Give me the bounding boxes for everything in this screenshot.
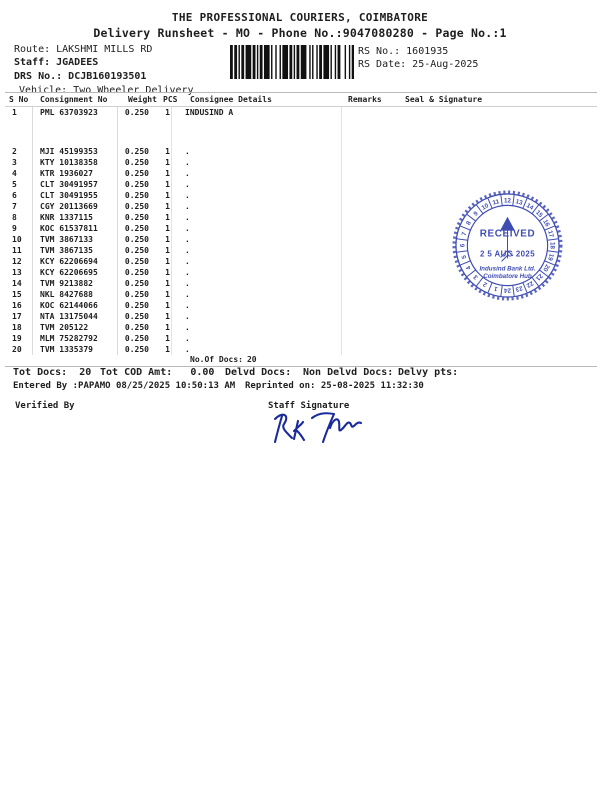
column-header: Consignee Details <box>190 95 272 104</box>
cell-pcs: 1 <box>158 168 172 179</box>
drs-line <box>14 71 146 82</box>
cell-weight: 0.250 <box>124 290 149 299</box>
column-header: Consignment No <box>40 95 108 104</box>
cell-weight: 0.250 <box>124 235 149 244</box>
cell-pcs: 1 <box>158 267 172 278</box>
svg-text:5: 5 <box>460 254 469 260</box>
cell-consignment-no: TVM 205122 <box>33 322 118 333</box>
rs-no-label: RS No.: <box>358 46 401 57</box>
cell-remarks <box>342 322 400 333</box>
cell-remarks <box>342 190 400 201</box>
cell-consignee: . <box>172 267 342 278</box>
cell-pcs: 1 <box>158 300 172 311</box>
vehicle-label: Vehicle: <box>19 85 68 96</box>
vehicle-value: Two Wheeler Delivery <box>73 85 194 96</box>
cell-pcs: 1 <box>158 223 172 234</box>
cell-weight: 0.250 <box>124 191 149 200</box>
cell-consignee: . <box>172 333 342 344</box>
cell-pcs: 1 <box>158 146 172 157</box>
cell-sno: 12 <box>5 256 33 267</box>
cell-consignment-no: KTR 1936027 <box>33 168 118 179</box>
cell-sno: 20 <box>5 344 33 355</box>
cell-consignment-no: TVM 9213882 <box>33 278 118 289</box>
route-value: LAKSHMI MILLS RD <box>56 44 153 55</box>
reprinted-on: Reprinted on: 25-08-2025 11:32:30 <box>245 381 424 391</box>
drs-value: DCJB160193501 <box>68 71 147 82</box>
column-header: S No <box>9 95 29 104</box>
cell-weight: 0.250 <box>124 279 149 288</box>
no-of-docs-line <box>5 355 597 364</box>
cell-pcs: 1 <box>158 278 172 289</box>
svg-text:13: 13 <box>514 198 524 207</box>
cell-weight: 0.250 <box>124 180 149 189</box>
cell-sno: 11 <box>5 245 33 256</box>
column-header: Weight <box>128 95 157 104</box>
cell-consignee: . <box>172 157 342 168</box>
cell-remarks <box>342 333 400 344</box>
cell-consignee: . <box>172 212 342 223</box>
cell-remarks <box>342 212 400 223</box>
delvd-docs: Delvd Docs: <box>225 367 292 378</box>
staff-signature-label: Staff Signature <box>268 401 350 411</box>
cell-sno: 5 <box>5 179 33 190</box>
cell-pcs: 1 <box>158 256 172 267</box>
cell-consignee: . <box>172 289 342 300</box>
cell-remarks <box>342 256 400 267</box>
route-label: Route: <box>14 44 51 55</box>
svg-text:6: 6 <box>459 243 467 248</box>
cell-sno: 4 <box>5 168 33 179</box>
svg-text:15: 15 <box>534 209 544 219</box>
svg-text:2: 2 <box>481 280 489 288</box>
svg-text:11: 11 <box>491 198 501 207</box>
rs-date-line <box>358 59 478 70</box>
cell-consignment-no: KOC 62144066 <box>33 300 118 311</box>
cell-consignment-no: KTY 10138358 <box>33 157 118 168</box>
delvy-pts: Delvy pts: <box>398 367 459 378</box>
cell-consignee: . <box>172 322 342 333</box>
cell-weight: 0.250 <box>124 345 149 354</box>
tot-docs: Tot Docs: 20 <box>13 367 92 378</box>
cell-remarks <box>342 300 400 311</box>
no-of-docs-value: 20 <box>246 355 257 364</box>
rs-date-value: 25-Aug-2025 <box>412 59 479 70</box>
cell-consignment-no: CLT 30491955 <box>33 190 118 201</box>
table-row <box>5 311 597 322</box>
cell-weight: 0.250 <box>124 158 149 167</box>
table-row <box>5 344 597 355</box>
svg-text:22: 22 <box>525 279 535 289</box>
verified-by-label: Verified By <box>15 401 75 411</box>
page-subtitle: Delivery Runsheet - MO - Phone No.:9047080280 - Page No.:1 <box>93 26 507 40</box>
cell-sno: 13 <box>5 267 33 278</box>
cell-consignee: . <box>172 223 342 234</box>
table-row <box>5 146 597 157</box>
cell-consignment-no: NTA 13175044 <box>33 311 118 322</box>
cell-pcs: 1 <box>158 245 172 256</box>
svg-text:1: 1 <box>493 284 499 293</box>
received-stamp <box>451 189 564 302</box>
tot-cod-amt: Tot COD Amt: 0.00 <box>100 367 215 378</box>
svg-text:16: 16 <box>541 218 551 228</box>
cell-remarks <box>342 146 400 157</box>
cell-pcs: 1 <box>158 212 172 223</box>
cell-weight: 0.250 <box>124 108 149 117</box>
drs-label: DRS No.: <box>14 71 63 82</box>
cell-weight: 0.250 <box>124 268 149 277</box>
table-row <box>5 157 597 168</box>
svg-text:18: 18 <box>548 242 556 249</box>
table-row <box>5 168 597 179</box>
cell-consignment-no: MLM 75282792 <box>33 333 118 344</box>
cell-weight: 0.250 <box>124 323 149 332</box>
cell-pcs: 1 <box>158 311 172 322</box>
cell-weight: 0.250 <box>124 301 149 310</box>
cell-pcs: 1 <box>158 201 172 212</box>
table-row <box>5 333 597 344</box>
cell-consignee: . <box>172 256 342 267</box>
rs-no-line <box>358 46 448 57</box>
cell-consignee: . <box>172 278 342 289</box>
cell-pcs: 1 <box>158 107 172 146</box>
non-delvd-docs: Non Delvd Docs: <box>303 367 394 378</box>
svg-text:9: 9 <box>472 210 480 218</box>
column-header: PCS <box>163 95 178 104</box>
no-of-docs-label: No.Of Docs: <box>190 355 243 364</box>
cell-remarks <box>342 168 400 179</box>
staff-label: Staff: <box>14 57 51 68</box>
table-row <box>5 107 597 146</box>
cell-consignee: . <box>172 168 342 179</box>
cell-consignee: . <box>172 245 342 256</box>
page-title: THE PROFESSIONAL COURIERS, COIMBATORE <box>171 11 429 24</box>
cell-sno: 18 <box>5 322 33 333</box>
cell-weight: 0.250 <box>124 202 149 211</box>
cell-weight: 0.250 <box>124 169 149 178</box>
cell-sno: 9 <box>5 223 33 234</box>
cell-consignment-no: CGY 20113669 <box>33 201 118 212</box>
cell-consignment-no: TVM 3867135 <box>33 245 118 256</box>
svg-text:24: 24 <box>504 286 511 294</box>
cell-remarks <box>342 289 400 300</box>
svg-text:14: 14 <box>525 202 535 212</box>
staff-line <box>14 57 98 68</box>
stamp-org-line1: Indusind Bank Ltd. <box>479 265 536 273</box>
table-row <box>5 322 597 333</box>
svg-text:8: 8 <box>465 219 473 227</box>
cell-remarks <box>342 278 400 289</box>
cell-remarks <box>342 311 400 322</box>
cell-consignment-no: TVM 1335379 <box>33 344 118 355</box>
cell-pcs: 1 <box>158 289 172 300</box>
cell-consignment-no: PML 63703923 <box>33 107 118 146</box>
cell-sno: 1 <box>5 107 33 146</box>
cell-remarks <box>342 344 400 355</box>
route-line <box>14 44 152 55</box>
cell-sno: 14 <box>5 278 33 289</box>
cell-sno: 8 <box>5 212 33 223</box>
cell-pcs: 1 <box>158 179 172 190</box>
table-header <box>5 93 597 107</box>
cell-weight: 0.250 <box>124 257 149 266</box>
cell-consignee: . <box>172 201 342 212</box>
entered-by: Entered By :PAPAMO 08/25/2025 10:50:13 AM <box>13 381 236 391</box>
cell-sno: 2 <box>5 146 33 157</box>
cell-remarks <box>342 179 400 190</box>
cell-consignee: . <box>172 146 342 157</box>
cell-sno: 16 <box>5 300 33 311</box>
cell-weight: 0.250 <box>124 312 149 321</box>
rs-no-value: 1601935 <box>406 46 449 57</box>
column-header: Remarks <box>348 95 382 104</box>
svg-text:23: 23 <box>514 284 524 293</box>
svg-text:12: 12 <box>504 197 511 205</box>
cell-sno: 19 <box>5 333 33 344</box>
cell-pcs: 1 <box>158 157 172 168</box>
svg-text:4: 4 <box>465 264 473 272</box>
rs-date-label: RS Date: <box>358 59 407 70</box>
cell-consignee: . <box>172 344 342 355</box>
cell-consignment-no: NKL 8427688 <box>33 289 118 300</box>
cell-consignment-no: KOC 61537811 <box>33 223 118 234</box>
cell-sno: 3 <box>5 157 33 168</box>
stamp-date: 2 5 AUG 2025 <box>479 249 536 259</box>
cell-weight: 0.250 <box>124 334 149 343</box>
column-header: Seal & Signature <box>405 95 483 104</box>
cell-pcs: 1 <box>158 322 172 333</box>
cell-consignment-no: KCY 62206695 <box>33 267 118 278</box>
cell-sno: 10 <box>5 234 33 245</box>
cell-weight: 0.250 <box>124 213 149 222</box>
cell-consignment-no: KCY 62206694 <box>33 256 118 267</box>
svg-text:17: 17 <box>546 229 555 239</box>
cell-remarks <box>342 223 400 234</box>
cell-remarks <box>342 157 400 168</box>
cell-sno: 15 <box>5 289 33 300</box>
cell-pcs: 1 <box>158 190 172 201</box>
cell-sno: 7 <box>5 201 33 212</box>
cell-pcs: 1 <box>158 333 172 344</box>
staff-signature-handwriting <box>268 406 368 452</box>
cell-consignment-no: CLT 30491957 <box>33 179 118 190</box>
cell-remarks <box>342 267 400 278</box>
cell-consignee: . <box>172 311 342 322</box>
cell-sno: 6 <box>5 190 33 201</box>
cell-consignee: . <box>172 300 342 311</box>
svg-text:10: 10 <box>480 202 490 212</box>
cell-consignment-no: KNR 1337115 <box>33 212 118 223</box>
cell-pcs: 1 <box>158 344 172 355</box>
cell-consignee: . <box>172 190 342 201</box>
cell-sno: 17 <box>5 311 33 322</box>
cell-consignee: . <box>172 234 342 245</box>
cell-consignment-no: TVM 3867133 <box>33 234 118 245</box>
cell-pcs: 1 <box>158 234 172 245</box>
stamp-received-text: RECEIVED <box>479 228 536 240</box>
cell-weight: 0.250 <box>124 147 149 156</box>
svg-text:3: 3 <box>472 273 480 281</box>
stamp-org-line2: Coimbatore Hub <box>483 273 532 281</box>
staff-value: JGADEES <box>56 57 99 68</box>
cell-consignment-no: MJI 45199353 <box>33 146 118 157</box>
cell-remarks <box>342 245 400 256</box>
cell-remarks <box>342 234 400 245</box>
cell-weight: 0.250 <box>124 224 149 233</box>
svg-text:20: 20 <box>541 263 551 273</box>
barcode-icon <box>230 45 354 79</box>
cell-remarks <box>342 107 400 146</box>
cell-consignee: INDUSIND A <box>172 107 342 146</box>
cell-remarks <box>342 201 400 212</box>
svg-text:21: 21 <box>534 272 544 282</box>
svg-text:7: 7 <box>460 231 469 237</box>
cell-consignee: . <box>172 179 342 190</box>
svg-text:19: 19 <box>546 252 555 262</box>
cell-weight: 0.250 <box>124 246 149 255</box>
